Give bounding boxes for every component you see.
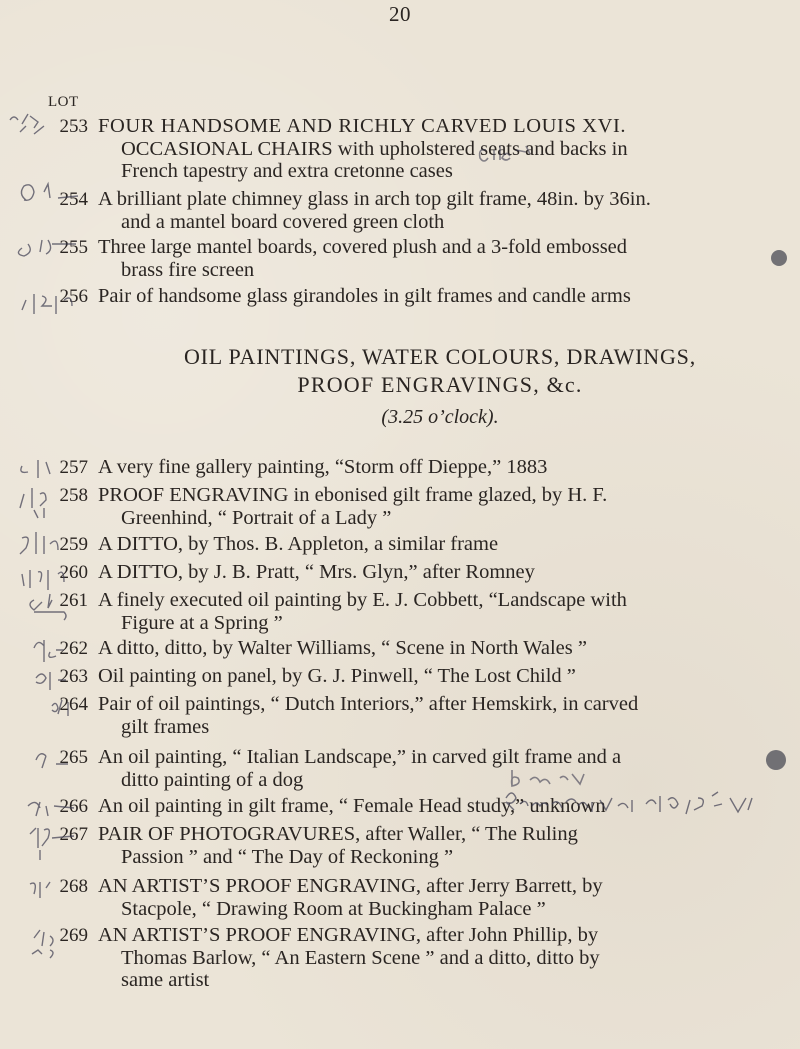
lot-description: [98, 533, 788, 556]
lot-description-line: A very fine gallery painting, “Storm off Dieppe,” 1883: [98, 456, 548, 478]
lot-description: [98, 484, 788, 529]
lot-description-line: same artist: [121, 969, 210, 991]
lot-number: 262: [59, 638, 88, 659]
lot-number: 269: [59, 925, 88, 946]
lot-description-line: Oil painting on panel, by G. J. Pinwell, “ The Lost Child ”: [98, 665, 576, 687]
lot-description-line: Stacpole, “ Drawing Room at Buckingham Palace ”: [121, 897, 546, 920]
lot-description: [98, 665, 788, 688]
lot-number: 257: [59, 457, 88, 478]
lot-description: [98, 188, 788, 233]
lot-description: [98, 589, 788, 634]
lot-description-line: FOUR HANDSOME AND RICHLY CARVED LOUIS XVI.: [98, 115, 627, 137]
lot-description-line: An oil painting, “ Italian Landscape,” in carved gilt frame and a: [98, 746, 622, 768]
lot-description-line: A ditto, ditto, by Walter Williams, “ Scene in North Wales ”: [98, 637, 587, 659]
lot-description: [98, 875, 788, 920]
lot-description-line: Pair of handsome glass girandoles in gilt frames and candle arms: [98, 285, 631, 307]
lot-description-line: French tapestry and extra cretonne cases: [121, 160, 453, 182]
lot-description-line: ditto painting of a dog: [121, 768, 304, 791]
lot-description-line: PROOF ENGRAVING in ebonised gilt frame glazed, by H. F.: [98, 484, 608, 506]
page-number: 20: [389, 2, 411, 26]
lot-description-line: AN ARTIST’S PROOF ENGRAVING, after Jerry Barrett, by: [98, 875, 603, 897]
lot-number: 256: [59, 286, 88, 307]
lot-description-line: Thomas Barlow, “ An Eastern Scene ” and a ditto, ditto by: [121, 946, 600, 969]
lot-description: [98, 456, 788, 479]
lot-description: [98, 115, 788, 183]
lot-number: 263: [59, 666, 88, 687]
lot-description-line: Passion ” and “ The Day of Reckoning ”: [121, 845, 454, 868]
lot-description-line: An oil painting in gilt frame, “ Female Head study,” unknown: [98, 795, 606, 817]
lot-number: 264: [59, 694, 88, 715]
lot-description: [98, 823, 788, 868]
lot-description: [98, 637, 788, 660]
lot-number: 260: [59, 562, 88, 583]
lot-description-line: A brilliant plate chimney glass in arch top gilt frame, 48in. by 36in.: [98, 188, 651, 210]
lot-description-line: gilt frames: [121, 715, 210, 738]
lot-number: 266: [59, 796, 88, 817]
section-time: (3.25 o’clock).: [381, 406, 499, 428]
lot-description: [98, 924, 788, 992]
lot-number: 265: [59, 747, 88, 768]
lot-description: [98, 693, 788, 738]
lot-number: 267: [59, 824, 88, 845]
lot-description: [98, 561, 788, 584]
lot-description-line: A DITTO, by Thos. B. Appleton, a similar frame: [98, 533, 499, 555]
lot-number: 261: [59, 590, 88, 611]
lot-description-line: AN ARTIST’S PROOF ENGRAVING, after John Phillip, by: [98, 924, 599, 946]
section-heading-line: OIL PAINTINGS, WATER COLOURS, DRAWINGS,: [183, 344, 697, 369]
section-heading: [120, 343, 760, 399]
lot-description-line: Pair of oil paintings, “ Dutch Interiors,” after Hemskirk, in carved: [98, 693, 639, 715]
lot-number: 253: [59, 116, 88, 137]
lot-description-line: Figure at a Spring ”: [121, 611, 283, 634]
lot-description-line: OCCASIONAL CHAIRS with upholstered seats and backs in: [121, 137, 628, 160]
section-heading-line: PROOF ENGRAVINGS, &c.: [297, 372, 583, 397]
lot-description-line: and a mantel board covered green cloth: [121, 210, 445, 233]
lot-number: 259: [59, 534, 88, 555]
lot-description-line: A finely executed oil painting by E. J. Cobbett, “Landscape with: [98, 589, 627, 611]
lot-number: 258: [59, 485, 88, 506]
lot-description: [98, 285, 788, 308]
lot-description-line: Three large mantel boards, covered plush and a 3-fold embossed: [98, 236, 628, 258]
lot-number: 254: [59, 189, 88, 210]
lot-number: 268: [59, 876, 88, 897]
lot-description-line: Greenhind, “ Portrait of a Lady ”: [121, 506, 392, 529]
lot-description: [98, 795, 788, 818]
lot-description: [98, 236, 788, 281]
lot-description-line: PAIR OF PHOTOGRAVURES, after Waller, “ The Ruling: [98, 823, 578, 845]
lot-description-line: brass fire screen: [121, 258, 255, 281]
lot-number: 255: [59, 237, 88, 258]
lot-description-line: A DITTO, by J. B. Pratt, “ Mrs. Glyn,” after Romney: [98, 561, 535, 583]
lot-column-header: LOT: [48, 94, 79, 110]
lot-description: [98, 746, 788, 791]
